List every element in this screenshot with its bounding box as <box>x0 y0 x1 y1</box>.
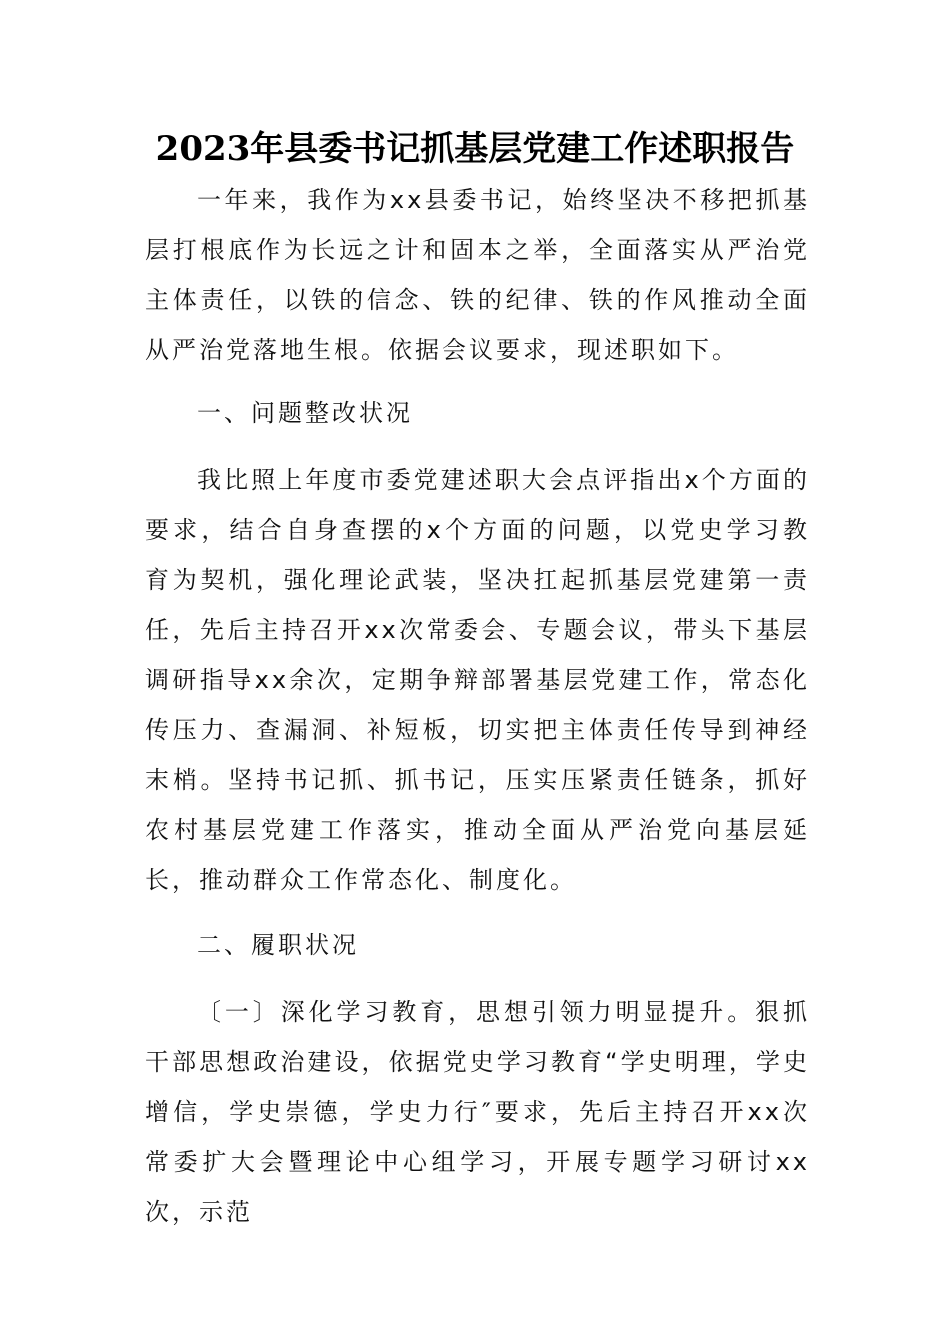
intro-paragraph-block <box>145 175 810 375</box>
section-two-heading-block <box>145 920 810 970</box>
section-two-paragraph-block <box>145 987 810 1237</box>
section-two-paragraph: 〔一〕深化学习教育，思想引领力明显提升。狠抓干部思想政治建设，依据党史学习教育“学史明理，学史增信，学史崇德，学史力行″要求，先后主持召开xx次常委扩大会暨理论中心组学习，开展专题学习研讨xx次，示范 <box>145 998 810 1226</box>
section-one-heading: 一、问题整改状况 <box>197 399 413 427</box>
section-one-paragraph-block <box>145 455 810 905</box>
section-one-heading-block <box>145 388 810 438</box>
document-title: 2023年县委书记抓基层党建工作述职报告 <box>155 129 795 169</box>
section-two-heading: 二、履职状况 <box>197 931 359 959</box>
section-one-paragraph: 我比照上年度市委党建述职大会点评指出x个方面的要求，结合自身查摆的x个方面的问题，以党史学习教育为契机，强化理论武装，坚决扛起抓基层党建第一责任，先后主持召开xx次常委会、专题会议，带头下基层调研指导xx余次，定期争辩部署基层党建工作，常态化传压力、查漏洞、补短板，切实把主体责任传导到神经末梢。坚持书记抓、抓书记，压实压紧责任链条，抓好农村基层党建工作落实，推动全面从严治党向基层延长，推动群众工作常态化、制度化。 <box>145 466 810 894</box>
intro-paragraph: 一年来，我作为xx县委书记，始终坚决不移把抓基层打根底作为长远之计和固本之举，全面落实从严治党主体责任，以铁的信念、铁的纪律、铁的作风推动全面从严治党落地生根。依据会议要求，现述职如下。 <box>145 186 810 364</box>
